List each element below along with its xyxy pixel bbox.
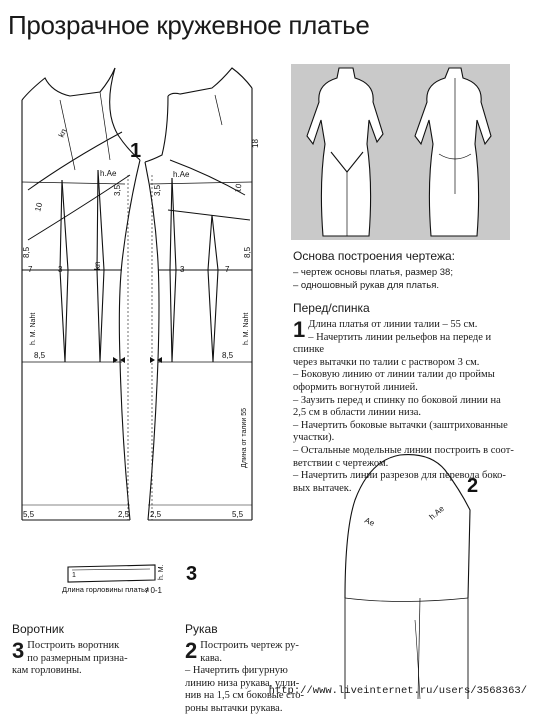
page-title: Прозрачное кружевное платье [8,10,370,40]
collar-number: 3 [12,638,25,663]
label-8-5-left: 8,5 [22,246,31,258]
label-kn-front: kn [56,127,69,139]
sleeve-line-5: нив на 1,5 см боковые сто- [185,690,304,702]
collar-suffix: / 0-1 [146,586,163,595]
sleeve-line-3: – Начертить фигурную [185,665,288,677]
collar-section [12,623,172,678]
label-kn-back: kn [93,261,102,270]
collar-line-1: Построить воротник [27,640,120,651]
label-1: 1 [72,572,76,579]
label-7-right: 7 [225,265,230,274]
label-10-back: 10 [233,183,244,194]
collar-length-label: Длина горловины платья [62,585,149,594]
fb-line-4: – Боковую линию от линии талии до проймы [293,369,495,381]
label-8-5-right-top: 8,5 [243,246,252,258]
fb-line-2: – Начертить линии рельефов на переде и спинке [293,331,492,356]
collar-text [12,640,172,678]
fb-line-11: ветствии с чертежом. [293,457,389,469]
label-8-5-bottom-left: 8,5 [34,351,46,360]
label-h-ae-back: h.Ae [173,170,190,179]
fb-line-5: оформить вогнутой линией. [293,381,418,393]
label-10-front: 10 [33,201,45,213]
label-3-5-front: 3,5 [113,184,122,196]
fig3-number: 3 [186,563,198,585]
basis-heading: Основа построения чертежа: [293,249,456,263]
sleeve-section [185,623,310,716]
fb-line-12: – Начертить линии разрезов для перевода боко- [293,470,506,482]
sleeve-heading: Рукав [185,622,218,636]
source-url[interactable]: http://www.liveinternet.ru/users/3568363/ [268,685,527,697]
sleeve-line-1: Построить чертеж ру- [200,640,299,651]
fb-line-7: 2,5 см в области линии низа. [293,407,421,419]
fb-line-8: – Начертить боковые вытачки (заштрихованные [293,419,508,431]
basis-section [293,250,523,292]
fb-line-10: – Остальные модельные линии построить в соот- [293,444,514,456]
label-h-ae-front: h.Ae [100,169,117,178]
label-5-5-right: 5,5 [232,510,244,519]
sleeve-text [185,640,310,716]
dress-sketch-icon [291,64,510,240]
sleeve-line-6: роны вытачки рукава. [185,702,283,714]
label-7-left: 7 [28,265,33,274]
sleeve-number: 2 [185,638,198,663]
label-hm-naht-front: h. M. Naht [30,312,37,345]
label-2-5-right: 2,5 [150,510,162,519]
collar-heading: Воротник [12,622,64,636]
collar-line-3: кам горловины. [12,665,82,677]
fb-line-13: вых вытачек. [293,482,352,494]
basis-item-2: – одношовный рукав для платья. [293,279,440,291]
sleeve-line-4: линию низа рукава, удли- [185,677,300,689]
front-back-heading: Перед/спинка [293,301,370,315]
front-back-text [293,319,519,495]
collar-line-2: по размерным призна- [27,652,128,664]
label-18: 18 [251,139,260,148]
fig2-number: 2 [467,475,479,497]
fb-line-3: через вытачки по талии с раствором 3 см. [293,356,480,368]
fb-line-1: Длина платья от линии талии – 55 см. [308,319,478,330]
fb-line-6: – Заузить перед и спинку по боковой линии на [293,394,501,406]
label-3-5-back: 3,5 [153,184,162,196]
label-hm-naht-back: h. M. Naht [243,312,250,345]
basis-item-1: – чертеж основы платья, размер 38; [293,267,453,278]
collar-hm-label: h. M. [158,564,165,580]
label-length-from-waist: Длина от талии 55 [241,408,248,468]
fig1-number: 1 [130,140,142,162]
sleeve-ae-label: Ae [363,515,376,528]
fb-line-9: участки). [293,432,335,444]
front-back-section [293,302,519,495]
label-3-right: 3 [180,265,185,274]
label-5-5-left: 5,5 [23,510,35,519]
dress-illustration [291,64,510,240]
sleeve-hae-label: h.Ae [427,504,446,522]
front-back-number: 1 [293,317,306,342]
label-2-5-left: 2,5 [118,510,130,519]
label-3-left: 3 [58,265,63,274]
basis-list [293,267,523,292]
label-8-5-bottom-right: 8,5 [222,351,234,360]
sleeve-line-2: кава. [200,652,222,664]
